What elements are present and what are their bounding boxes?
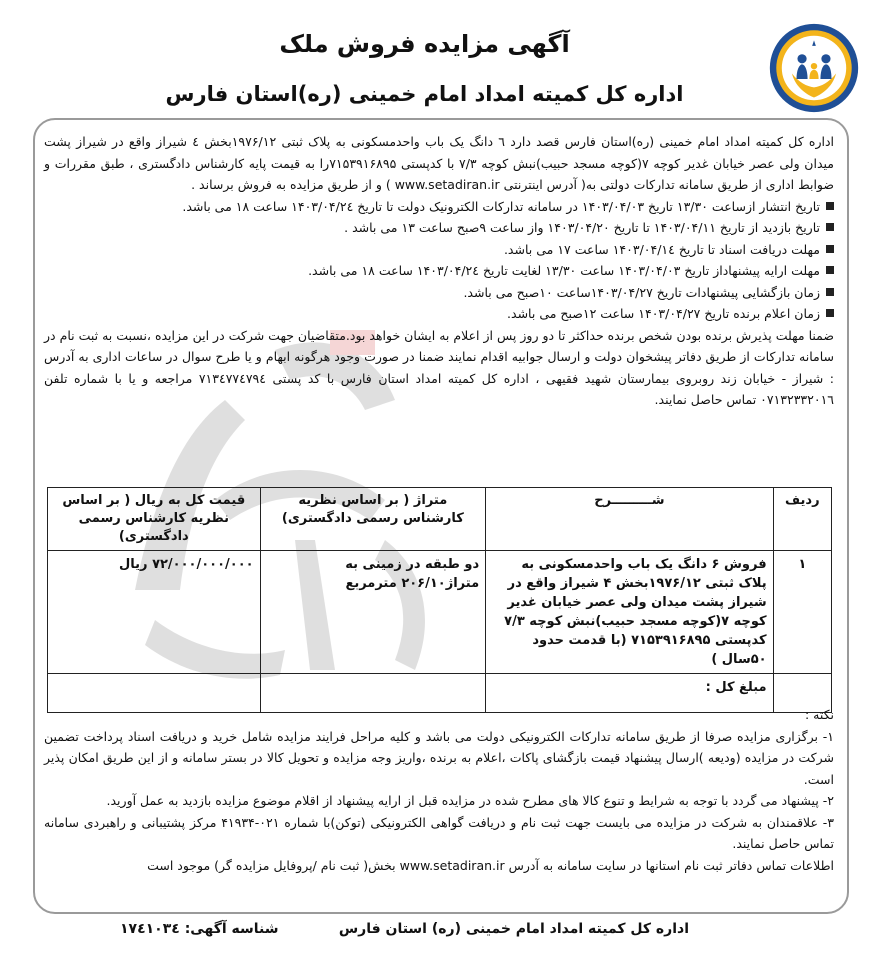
col-header-description: شـــــــــرح [486,488,773,551]
cell-row-number: ۱ [773,551,831,674]
cell-area: دو طبقه در زمینی به متراژ۲۰۶/۱۰ مترمربع [260,551,486,674]
schedule-text: زمان اعلام برنده تاریخ ۱۴۰۳/۰۴/۲۷ ساعت ۱۲صبح می باشد. [507,306,820,321]
note-item: ۳- علاقمندان به شرکت در مزایده می بایست جهت ثبت نام و دریافت گواهی الکترونیکی (توکن)با شماره ۰۲۱-۴۱۹۳۴ مرکز پشتیبانی و راهبردی سامانه تماس حاصل نمایند. [44,814,834,851]
notes-heading: نکته : [804,707,834,722]
imam-khomeini-relief-committee-logo-icon [768,22,860,114]
schedule-item [44,196,834,218]
note-item: ۱- برگزاری مزایده صرفا از طریق سامانه تدارکات الکترونیکی دولت می باشد و کلیه مراحل فرایند مزایده شامل خرید و دریافت اسناد پرداخت تضمین شرکت در مزایده (ودیعه )ارسال پیشنهاد قیمت بازگشای پاکات ،اعلام به برنده ،واریز وجه مزایده و تحویل کالا در بستر سامانه و از این طریق امکان پذیر است. [44,728,834,787]
col-header-row: ردیف [773,488,831,551]
intro-paragraph: اداره کل کمیته امداد امام خمینی (ره)استان فارس قصد دارد ٦ دانگ یک باب واحدمسکونی به پلاک ثبتی ۱۹۷۶/۱۲بخش ٤ شیراز واقع در شیراز پشت میدان ولی عصر خیابان غدیر کوچه ۷(کوچه مسجد حبیب)نبش کوچه ۷/۳ با کدپستی ۷۱۵۳۹۱۶۸۹۵را به قیمت پایه کارشناس دادگستری ، طبق مقررات و ضوابط اداری از طریق سامانه تدارکات دولتی به( آدرس اینترنتی www.setadiran.ir ) و از طریق مزایده به فروش برساند . [44,134,834,192]
cell-price: ۷۲/۰۰۰/۰۰۰/۰۰۰ ریال [48,551,261,674]
schedule-item [44,282,834,304]
notice-paragraph: ضمنا مهلت پذیرش برنده بودن شخص برنده حداکثر تا دو روز پس از اعلام به ایشان خواهد بود.متقاضیان جهت شرکت در این مزایده ،نسبت به ثبت نام در سامانه تدارکات از طریق دفاتر پیشخوان دولت و ارسال جوابیه اقدام نمایند ضمنا در صورت وجود هرگونه ابهام و یا طرح سوال در ساعات اداری به آدرس : شیراز - خیابان زند روبروی بیمارستان شهید فقیهی ، اداره کل کمیته امداد استان فارس با کد پستی ۷۱۳٤۷۷٤۷۹٤ مراجعه و یا با شماره تلفن ۰۷۱۳۲۳۳۲۰۱٦ تماس حاصل نمایند. [44,327,834,407]
property-table [47,487,832,713]
square-bullet-icon [826,202,834,210]
page-title: آگهی مزایده فروش ملک [279,30,570,58]
footer-ad-id: شناسه آگهی: ۱۷٤۱۰۳٤ [120,921,279,937]
col-header-area: متراژ ( بر اساس نظریه کارشناس رسمی دادگستری) [260,488,486,551]
square-bullet-icon [826,309,834,317]
note-item: ۲- پیشنهاد می گردد با توجه به شرایط و تنوع کالا های مطرح شده در مزایده قبل از ارایه پیشنهاد از اقلام موضوع مزایده بازدید به عمل آورید. [106,793,834,808]
square-bullet-icon [826,266,834,274]
schedule-text: تاریخ انتشار ازساعت ۱۳/۳۰ تاریخ ۱۴۰۳/۰۴/۰۳ در سامانه تدارکات الکترونیک دولت تا تاریخ ۱۴۰۳/۰۴/۲٤ ساعت ۱۸ می باشد. [182,198,820,214]
square-bullet-icon [826,223,834,231]
schedule-item [44,303,834,325]
square-bullet-icon [826,245,834,253]
schedule-text: زمان بازگشایی پیشنهادات تاریخ ۱۴۰۳/۰۴/۲۷ساعت ۱۰صبح می باشد. [463,284,820,300]
notes-info: اطلاعات تماس دفاتر ثبت نام استانها در سایت سامانه به آدرس www.setadiran.ir بخش( ثبت نام /پروفایل مزایده گر) موجود است [147,857,834,873]
footer-organization: اداره کل کمیته امداد امام خمینی (ره) استان فارس [338,921,689,937]
page-subtitle: اداره کل کمیته امداد امام خمینی (ره)استان فارس [165,82,684,106]
notes-section [44,704,834,876]
notice-body [44,131,834,411]
table-row [48,551,832,674]
cell-total-label: مبلغ کل : [486,674,773,713]
schedule-text: مهلت دریافت اسناد تا تاریخ ۱۴۰۳/۰۴/۱٤ ساعت ۱۷ می باشد. [503,241,820,257]
schedule-text: تاریخ بازدید از تاریخ ۱۴۰۳/۰۴/۱۱ تا تاریخ ۱۴۰۳/۰۴/۲۰ واز ساعت ۹صبح ساعت ۱۳ می باشد . [344,220,820,235]
table-header-row [48,488,832,551]
schedule-item [44,217,834,239]
square-bullet-icon [826,288,834,296]
schedule-item [44,260,834,282]
col-header-price: قیمت کل به ریال ( بر اساس نظریه کارشناس رسمی دادگستری) [48,488,261,551]
schedule-item [44,239,834,261]
cell-description: فروش ۶ دانگ یک باب واحدمسکونی به پلاک ثبتی ۱۹۷۶/۱۲بخش ۴ شیراز واقع در شیراز پشت میدان ولی عصر خیابان غدیر کوچه ۷(کوچه مسجد حبیب)نبش کوچه ۷/۳ کدپستی ۷۱۵۳۹۱۶۸۹۵ (با قدمت حدود ۵۰سال ) [486,551,773,674]
schedule-list [44,196,834,325]
schedule-text: مهلت ارایه پیشنهاداز تاریخ ۱۴۰۳/۰۴/۰۳ ساعت ۱۳/۳۰ لغایت تاریخ ۱۴۰۳/۰۴/۲٤ ساعت ۱۸ می باشد. [308,263,820,278]
